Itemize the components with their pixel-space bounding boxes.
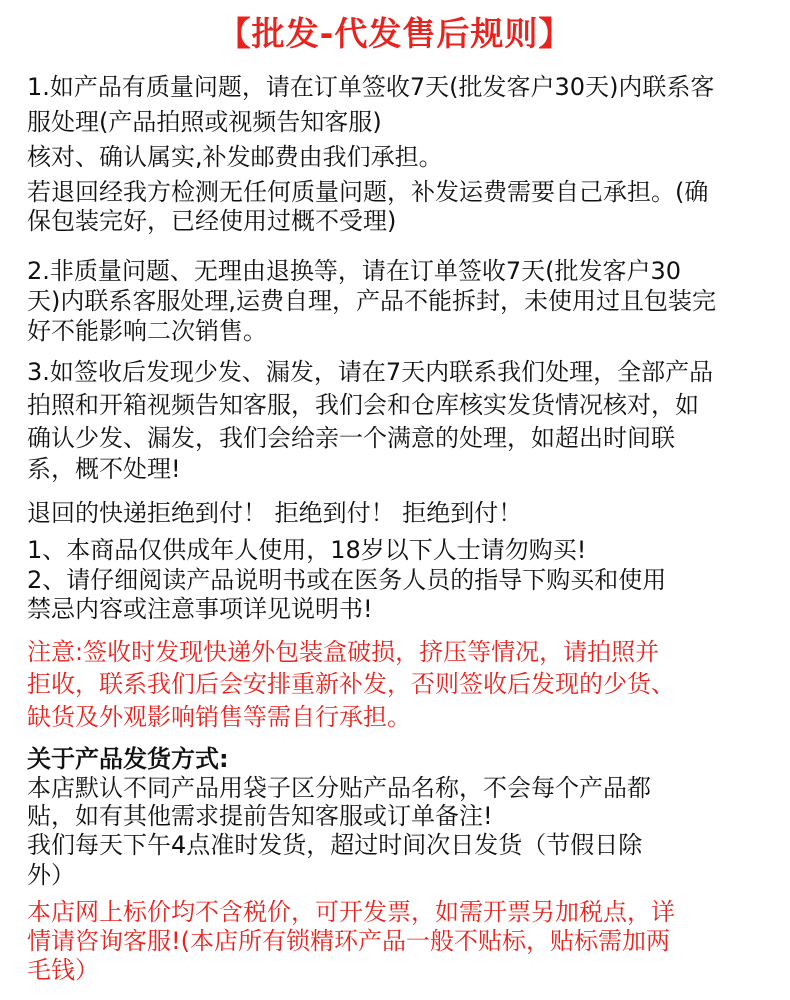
usage-note-line: 禁忌内容或注意事项详见说明书! bbox=[27, 595, 373, 623]
page-title: 【批发-代发售后规则】 bbox=[217, 14, 573, 53]
rule-1-line: 核对、确认属实,补发邮费由我们承担。 bbox=[27, 143, 443, 171]
shipping-line: 贴，如有其他需求提前告知客服或订单备注! bbox=[27, 802, 493, 830]
tax-line: 本店网上标价均不含税价，可开发票，如需开票另加税点，详 bbox=[27, 898, 675, 926]
usage-note-line: 1、本商品仅供成年人使用，18岁以下人士请勿购买! bbox=[27, 536, 587, 564]
rule-2-line: 好不能影响二次销售。 bbox=[27, 317, 267, 345]
refuse-cod-notice: 退回的快递拒绝到付！ 拒绝到付！ 拒绝到付！ bbox=[27, 499, 523, 527]
rule-3-line: 3.如签收后发现少发、漏发，请在7天内联系我们处理，全部产品 bbox=[27, 358, 714, 386]
tax-line: 情请咨询客服!(本店所有锁精环产品一般不贴标，贴标需加两 bbox=[27, 927, 670, 955]
tax-line: 毛钱） bbox=[27, 956, 99, 984]
rule-2-line: 天)内联系客服处理,运费自理，产品不能拆封，未使用过且包装完 bbox=[27, 287, 716, 315]
rule-3-line: 拍照和开箱视频告知客服，我们会和仓库核实发货情况核对，如 bbox=[27, 391, 699, 419]
rule-3-line: 确认少发、漏发，我们会给亲一个满意的处理，如超出时间联 bbox=[27, 424, 675, 452]
rule-3-line: 系，概不处理! bbox=[27, 455, 181, 483]
rule-1-line: 保包装完好，已经使用过概不受理) bbox=[27, 207, 397, 235]
attention-line: 注意:签收时发现快递外包装盒破损，挤压等情况，请拍照并 bbox=[27, 638, 660, 666]
shipping-line: 本店默认不同产品用袋子区分贴产品名称，不会每个产品都 bbox=[27, 774, 651, 802]
shipping-line: 外） bbox=[27, 861, 75, 889]
rule-1-line: 服处理(产品拍照或视频告知客服) bbox=[27, 108, 382, 136]
rule-1-line: 1.如产品有质量问题，请在订单签收7天(批发客户30天)内联系客 bbox=[27, 73, 715, 101]
shipping-heading: 关于产品发货方式: bbox=[27, 745, 229, 773]
usage-note-line: 2、请仔细阅读产品说明书或在医务人员的指导下购买和使用 bbox=[27, 566, 667, 594]
attention-line: 缺货及外观影响销售等需自行承担。 bbox=[27, 703, 411, 731]
rule-1-line: 若退回经我方检测无任何质量问题，补发运费需要自己承担。(确 bbox=[27, 178, 709, 206]
rule-2-line: 2.非质量问题、无理由退换等，请在订单签收7天(批发客户30 bbox=[27, 257, 682, 285]
shipping-line: 我们每天下午4点准时发货，超过时间次日发货（节假日除 bbox=[27, 831, 643, 859]
attention-line: 拒收，联系我们后会安排重新补发，否则签收后发现的少货、 bbox=[27, 670, 675, 698]
